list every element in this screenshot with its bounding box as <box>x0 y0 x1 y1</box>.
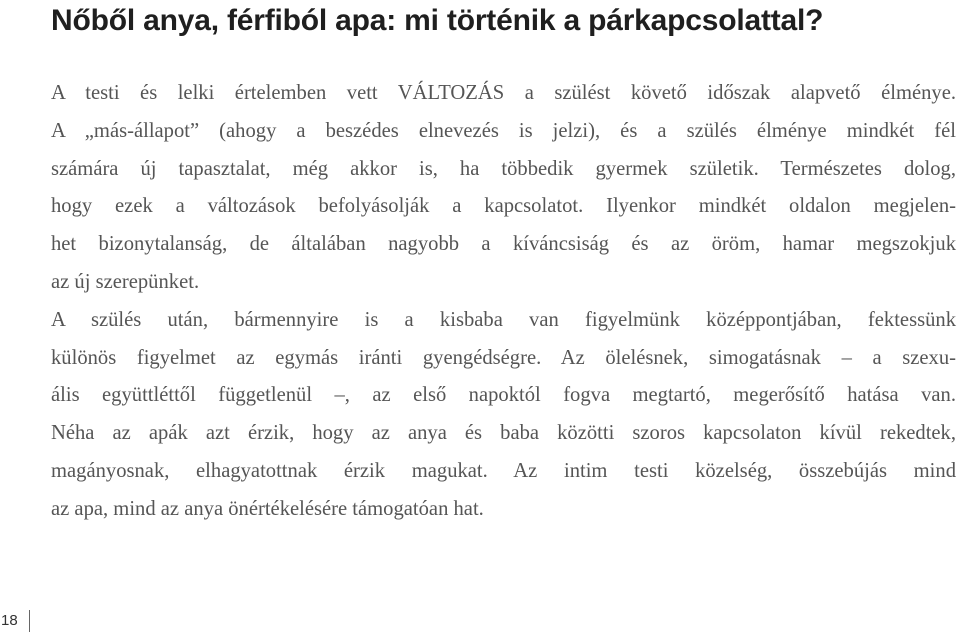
text-line-7: A szülés után, bármennyire is a kisbaba van figyelmünk középpontjában, fektessünk <box>51 308 956 331</box>
text-line-8: különös figyelmet az egymás iránti gyengédségre. Az ölelésnek, simogatásnak – a szexu- <box>51 346 956 369</box>
text-line-10: Néha az apák azt érzik, hogy az anya és baba közötti szoros kapcsolaton kívül rekedtek, <box>51 422 956 445</box>
text-line-9: ális együttléttől függetlenül –, az első napoktól fogva megtartó, megerősítő hatása van. <box>51 384 956 407</box>
text-line-11: magányosnak, elhagyatottnak érzik magukat. Az intim testi közelség, összebújás mind <box>51 459 956 482</box>
text-line-1: A testi és lelki értelemben vett VÁLTOZÁS a szülést követő időszak alapvető élménye. <box>51 82 956 104</box>
text-line-12: az apa, mind az anya önértékelésére támogatóan hat. <box>51 497 484 520</box>
text-line-3: számára új tapasztalat, még akkor is, ha többedik gyermek születik. Természetes dolog, <box>51 157 956 180</box>
text-line-5: het bizonytalanság, de általában nagyobb a kíváncsiság és az öröm, hamar megszokjuk <box>51 233 956 256</box>
body-text <box>51 75 956 529</box>
text-line-2: A „más-állapot” (ahogy a beszédes elnevezés is jelzi), és a szülés élménye mindkét fél <box>51 119 956 142</box>
page-title: Nőből anya, férfiból apa: mi történik a párkapcsolattal? <box>51 4 824 37</box>
page-number: 18 <box>0 610 30 632</box>
text-line-4: hogy ezek a változások befolyásolják a kapcsolatot. Ilyenkor mindkét oldalon megjelen- <box>51 195 956 218</box>
text-line-6: az új szerepünket. <box>51 270 200 293</box>
